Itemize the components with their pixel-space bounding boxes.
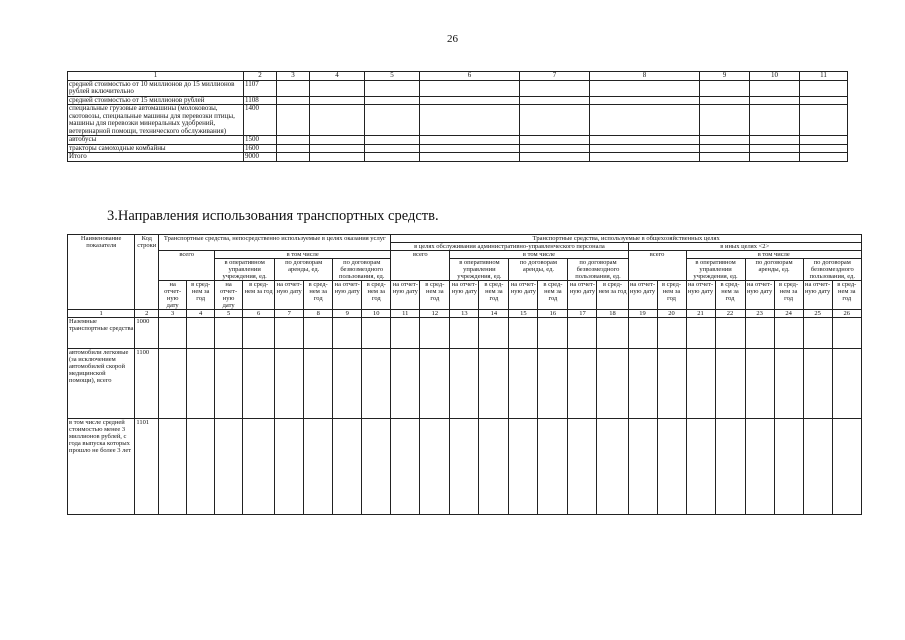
column-number: 1 [68, 72, 244, 81]
row-code: 9000 [244, 153, 277, 162]
header-total: всего [159, 251, 215, 281]
header-code: Код строки [135, 235, 159, 310]
header-free: по договорам безвозмездного пользования, ед. [568, 259, 628, 281]
column-number: 7 [520, 72, 590, 81]
column-number: 9 [700, 72, 750, 81]
header-incl: в том числе [215, 251, 391, 259]
row-code: 1101 [135, 419, 159, 515]
row-code: 1500 [244, 136, 277, 145]
row-name: средней стоимостью от 10 миллионов до 15 миллионов рублей включительно [68, 80, 244, 96]
header-avg: в сред-нем за год [832, 281, 861, 310]
header-avg: в сред-нем за год [597, 281, 628, 310]
column-number: 5 [215, 310, 243, 318]
column-number: 3 [277, 72, 310, 81]
header-date: на отчет-ную дату [568, 281, 597, 310]
header-row [68, 235, 862, 243]
header-rent: по договорам аренды, ед. [275, 259, 333, 281]
row-name: специальные грузовые автомашины (молоковозы, скотовозы, специальные машины для перевозки птицы, машины для перевозки минеральных удобрений, ветеринарной помощи, технического обслуживания) [68, 105, 244, 136]
table-row [68, 144, 848, 153]
column-number: 2 [244, 72, 277, 81]
row-name: тракторы самоходные комбайны [68, 144, 244, 153]
column-number: 8 [590, 72, 700, 81]
row-code: 1000 [135, 318, 159, 349]
header-row [68, 281, 862, 310]
header-date: на отчет-ную дату [391, 281, 420, 310]
column-number: 26 [832, 310, 861, 318]
header-oper: в оперативном управлении учреждения, ед. [686, 259, 745, 281]
column-number: 19 [628, 310, 657, 318]
header-avg: в сред-нем за год [774, 281, 803, 310]
column-number: 2 [135, 310, 159, 318]
header-avg: в сред-нем за год [420, 281, 450, 310]
header-group-a: Транспортные средства, непосредственно используемые в целях оказания услуг [159, 235, 391, 251]
row-code: 1107 [244, 80, 277, 96]
table-row [68, 153, 848, 162]
header-oper: в оперативном управлении учреждения, ед. [215, 259, 275, 281]
column-number: 18 [597, 310, 628, 318]
page-number: 26 [447, 33, 458, 45]
column-number: 11 [800, 72, 848, 81]
column-number: 6 [420, 72, 520, 81]
table-row [68, 349, 862, 419]
column-number: 8 [304, 310, 333, 318]
header-total: всего [628, 251, 686, 281]
column-number: 3 [159, 310, 187, 318]
table-row [68, 419, 862, 515]
column-number: 21 [686, 310, 715, 318]
header-date: на отчет-ную дату [628, 281, 657, 310]
column-number: 22 [715, 310, 745, 318]
header-date: на отчет-ную дату [686, 281, 715, 310]
column-number: 1 [68, 310, 135, 318]
table-row [68, 96, 848, 105]
row-name: автомобили легковые (за исключением автомобилей скорой медицинской помощи), всего [68, 349, 135, 419]
header-total: всего [391, 251, 450, 281]
header-avg: в сред-нем за год [304, 281, 333, 310]
column-number: 17 [568, 310, 597, 318]
header-free: по договорам безвозмездного пользования, ед. [333, 259, 391, 281]
table-row [68, 105, 848, 136]
row-name: средней стоимостью от 15 миллионов рублей [68, 96, 244, 105]
header-date: на отчет-ную дату [159, 281, 187, 310]
vehicle-cost-table [67, 71, 848, 162]
header-name: Наименование показателя [68, 235, 135, 310]
header-avg: в сред-нем за год [715, 281, 745, 310]
row-code: 1100 [135, 349, 159, 419]
table-row [68, 318, 862, 349]
header-date: на отчет-ную дату [509, 281, 538, 310]
header-free: по договорам безвозмездного пользования, ед. [803, 259, 861, 281]
column-number: 9 [333, 310, 362, 318]
header-avg: в сред-нем за год [479, 281, 509, 310]
row-name: автобусы [68, 136, 244, 145]
header-sub-b2: в иных целях <2> [628, 243, 861, 251]
header-avg: в сред-нем за год [187, 281, 215, 310]
column-number: 25 [803, 310, 832, 318]
header-sub-b1: в целях обслуживания административно-управленческого персонала [391, 243, 628, 251]
table-header-row [68, 72, 848, 81]
column-number: 10 [750, 72, 800, 81]
column-number: 7 [275, 310, 304, 318]
column-number: 23 [745, 310, 774, 318]
header-incl: в том числе [686, 251, 861, 259]
section-title: 3.Направления использования транспортных средств. [107, 208, 439, 224]
header-oper: в оперативном управлении учреждения, ед. [450, 259, 509, 281]
column-number: 10 [362, 310, 391, 318]
header-date: на отчет-ную дату [215, 281, 243, 310]
header-date: на отчет-ную дату [803, 281, 832, 310]
row-code: 1400 [244, 105, 277, 136]
column-number: 14 [479, 310, 509, 318]
table-row [68, 136, 848, 145]
row-code: 1600 [244, 144, 277, 153]
column-number: 16 [538, 310, 568, 318]
column-number: 24 [774, 310, 803, 318]
header-incl: в том числе [450, 251, 628, 259]
header-avg: в сред-нем за год [243, 281, 275, 310]
column-numbers-row [68, 310, 862, 318]
header-rent: по договорам аренды, ед. [745, 259, 803, 281]
table-row [68, 80, 848, 96]
row-name: в том числе средней стоимостью менее 3 миллионов рублей, с года выпуска которых прошло не более 3 лет [68, 419, 135, 515]
column-number: 20 [657, 310, 686, 318]
header-rent: по договорам аренды, ед. [509, 259, 568, 281]
vehicle-usage-table [67, 234, 862, 515]
column-number: 4 [187, 310, 215, 318]
column-number: 5 [365, 72, 420, 81]
header-date: на отчет-ную дату [450, 281, 479, 310]
column-number: 15 [509, 310, 538, 318]
header-date: на отчет-ную дату [275, 281, 304, 310]
column-number: 4 [310, 72, 365, 81]
row-name: Наземные транспортные средства [68, 318, 135, 349]
row-name: Итого [68, 153, 244, 162]
header-avg: в сред-нем за год [657, 281, 686, 310]
header-avg: в сред-нем за год [362, 281, 391, 310]
header-date: на отчет-ную дату [745, 281, 774, 310]
column-number: 13 [450, 310, 479, 318]
column-number: 6 [243, 310, 275, 318]
row-code: 1108 [244, 96, 277, 105]
header-avg: в сред-нем за год [538, 281, 568, 310]
header-group-b: Транспортные средства, используемые в общехозяйственных целях [391, 235, 862, 243]
header-row [68, 251, 862, 259]
column-number: 12 [420, 310, 450, 318]
column-number: 11 [391, 310, 420, 318]
header-date: на отчет-ную дату [333, 281, 362, 310]
